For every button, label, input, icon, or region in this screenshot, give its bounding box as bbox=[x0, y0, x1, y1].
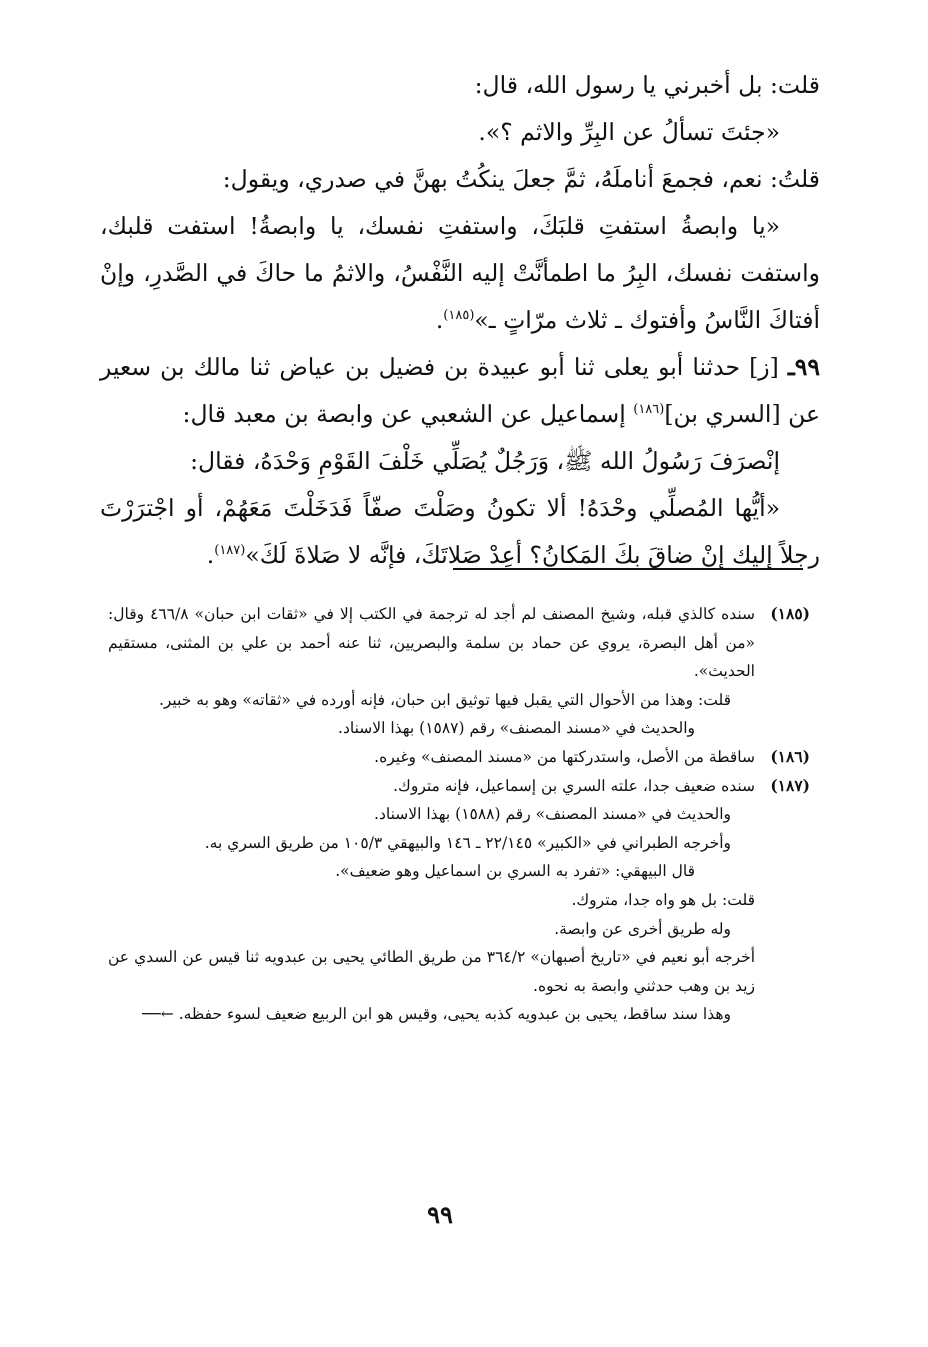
footnote-ref-185[interactable]: (١٨٥) bbox=[443, 308, 475, 324]
footnote-185 bbox=[108, 600, 810, 686]
page-number: ٩٩ bbox=[427, 1200, 453, 1229]
footnote-text: قلت: بل هو واه جدا، متروك. bbox=[571, 890, 755, 909]
footnote-text: والحديث في «مسند المصنف» رقم (١٥٨٨) بهذا الاسناد. bbox=[374, 805, 731, 824]
footnote-text: وله طريق أخرى عن وابصة. bbox=[554, 919, 731, 938]
paragraph-1: قلت: بل أخبرني يا رسول الله، قال: bbox=[474, 71, 820, 99]
footnote-number: (١٨٦) bbox=[770, 746, 810, 766]
main-text bbox=[100, 62, 820, 579]
footnote-ref-187[interactable]: (١٨٧) bbox=[214, 543, 246, 559]
paragraph-4: «يا وابصةُ استفتِ قلبَكَ، واستفتِ نفسك، يا وابصةُ! استفت قلبك، واستفت نفسك، البِرُ ما اطمأنَّتْ إليه النَّفْسُ، والاثمُ ما حاكَ في الصَّدرِ، وإنْ أفتاكَ النَّاسُ وأفتوك ـ ثلاث مرّاتٍ ـ»$^{(١٨٥)}$. bbox=[100, 212, 820, 334]
footnote-text: وأخرجه الطبراني في «الكبير» ٢٢/١٤٥ ـ ١٤٦ والبيهقي ١٠٥/٣ من طريق السري به. bbox=[204, 833, 731, 852]
footnote-187 bbox=[108, 772, 810, 801]
paragraph-7: «أيُّها المُصلِّي وحْدَهُ! ألا تكونُ وصَلْتَ صفّاً فَدَخَلْتَ مَعَهُمْ، أو اجْترَرْتَ رجلاً إليك إنْ ضاقَ بكَ المَكانُ؟ أعِدْ صَلاتَكَ، فإنَّه لا صَلاةَ لَكَ»$^{(١٨٧)}$. bbox=[100, 494, 820, 569]
footnote-186 bbox=[108, 743, 810, 772]
footnote-text: أخرجه أبو نعيم في «تاريخ أصبهان» ٣٦٤/٢ من طريق الطائي يحيى بن عبدويه ثنا قيس عن السدي عن زيد بن وهب حدثني وابصة به نحوه. bbox=[108, 948, 756, 995]
footnote-text: قال البيهقي: «تفرد به السري بن اسماعيل وهو ضعيف». bbox=[335, 862, 695, 881]
paragraph-7-text: «أيُّها المُصلِّي وحْدَهُ! ألا تكونُ وصَلْتَ صفّاً فَدَخَلْتَ مَعَهُمْ، أو اجْترَرْتَ رجلاً إليك إنْ ضاقَ بكَ المَكانُ؟ أعِدْ صَلاتَكَ، فإنَّه لا صَلاةَ لَكَ» bbox=[100, 494, 820, 569]
hadith-99-isnad-b: إسماعيل عن الشعبي عن وابصة بن معبد قال: bbox=[182, 400, 634, 428]
footnote-text: ساقطة من الأصل، واستدركتها من «مسند المصنف» وغيره. bbox=[374, 747, 755, 766]
paragraph-4-text: «يا وابصةُ استفتِ قلبَكَ، واستفتِ نفسك، يا وابصةُ! استفت قلبك، واستفت نفسك، البِرُ ما اطمأنَّتْ إليه النَّفْسُ، والاثمُ ما حاكَ في الصَّدرِ، وإنْ أفتاكَ النَّاسُ وأفتوك ـ ثلاث مرّاتٍ ـ» bbox=[100, 212, 820, 334]
footnote-text: قلت: وهذا من الأحوال التي يقبل فيها توثيق ابن حبان، فإنه أورده في «ثقاته» وهو به خبير. bbox=[158, 690, 731, 709]
hadith-99 bbox=[100, 344, 820, 438]
paragraph-3: قلتُ: نعم، فجمعَ أناملَهُ، ثمَّ جعلَ ينكُتُ بهنَّ في صدري، ويقول: bbox=[222, 165, 820, 193]
footnote-text-last: وهذا سند ساقط، يحيى بن عبدويه كذبه يحيى، وقيس هو ابن الربيع ضعيف لسوء حفظه. bbox=[178, 1005, 731, 1024]
paragraph-6: إنْصرَفَ رَسُولُ الله ﷺ، وَرَجُلٌ يُصَلِّي خَلْفَ القَوْمِ وَحْدَهُ، فقال: bbox=[190, 447, 780, 475]
paragraph-2: «جئتَ تسألُ عن البِرِّ والاثم ؟». bbox=[478, 118, 780, 146]
footnote-number: (١٨٧) bbox=[770, 775, 810, 795]
hadith-99-isnad-a: [ز] حدثنا أبو يعلى ثنا أبو عبيدة بن فضيل بن عياض ثنا مالك بن سعير عن [السري بن] bbox=[100, 353, 820, 428]
footnote-text: سنده كالذي قبله، وشيخ المصنف لم أجد له ترجمة في الكتب إلا في «ثقات ابن حبان» ٤٦٦/٨ وقال: «من أهل البصرة، يروي عن حماد بن سلمة والبصريين، ثنا عنه أحمد بن علي بن المثنى، مستقيم الحديث». bbox=[108, 605, 755, 681]
continued-arrow-icon: ←── bbox=[142, 1005, 174, 1024]
footnote-ref-186[interactable]: (١٨٦) bbox=[633, 402, 665, 418]
footnote-number: (١٨٥) bbox=[770, 604, 810, 623]
footnote-text: سنده ضعيف جدا، علته السري بن إسماعيل، فإنه متروك. bbox=[393, 776, 755, 795]
footnote-text: والحديث في «مسند المصنف» رقم (١٥٨٧) بهذا الاسناد. bbox=[338, 719, 695, 738]
hadith-number: ٩٩ـ bbox=[787, 353, 820, 381]
footnotes bbox=[108, 600, 810, 1029]
footnote-text bbox=[108, 1000, 810, 1029]
footnote-divider bbox=[453, 568, 803, 570]
